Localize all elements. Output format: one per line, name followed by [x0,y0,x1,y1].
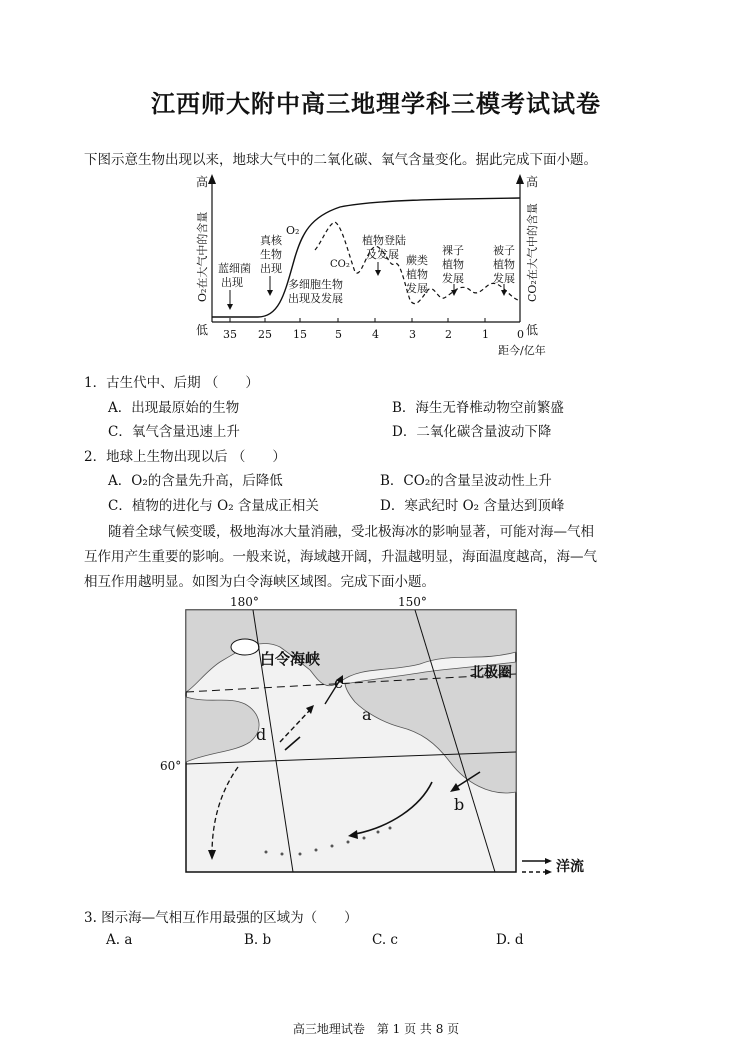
annotation-land-plants: 植物登陆 [362,234,406,247]
o2-co2-chart [190,172,570,362]
bering-strait-map [150,592,600,882]
q2-stem: 2．地球上生物出现以后 （ ） [84,449,286,465]
q1-stem: 1．古生代中、后期 （ ） [84,375,259,391]
annotation-arrow [501,290,507,296]
annotation-land-plants: 及发展 [366,248,399,261]
annotation-gymnosperms: 植物 [442,258,464,271]
x-tick-label: 1 [482,328,489,341]
legend-dashed-arrow-head [545,869,552,875]
q3-option-d[interactable]: D. d [496,932,524,948]
q3-stem: 3. 图示海—气相互作用最强的区域为（ ） [84,910,358,926]
annotation-cyanobacteria: 蓝细菌 [218,262,251,275]
annotation-arrow [375,270,381,276]
annotation-multicellular: 出现及发展 [288,292,343,305]
left-axis-title: O₂在大气中的含量 [196,211,209,302]
latitude-label-60: 60° [160,759,182,773]
q2-option-a[interactable]: A．O₂的含量先升高，后降低 [108,473,283,489]
q2-option-d[interactable]: D．寒武纪时 O₂ 含量达到顶峰 [380,498,565,514]
right-axis-title: CO₂在大气中的含量 [526,203,539,302]
annotation-ferns: 发展 [406,282,428,295]
x-axis-unit: 距今/亿年 [498,344,546,357]
x-tick-label: 5 [335,328,342,341]
x-tick-label: 15 [293,328,307,341]
left-low-label: 低 [196,323,209,337]
x-tick-label: 35 [223,328,237,341]
q1-option-b[interactable]: B．海生无脊椎动物空前繁盛 [392,400,564,416]
q3-option-a[interactable]: A. a [106,932,133,948]
annotation-eukaryote: 真核 [260,234,282,247]
annotation-ferns: 植物 [406,268,428,281]
annotation-angiosperms: 发展 [493,272,515,285]
page-footer: 高三地理试卷 第 1 页 共 8 页 [292,1022,460,1036]
annotation-gymnosperms: 裸子 [442,244,464,257]
x-tick-label: 25 [258,328,272,341]
annotation-ferns: 蕨类 [406,254,428,267]
q2-option-c[interactable]: C．植物的进化与 O₂ 含量成正相关 [108,498,319,514]
right-low-label: 低 [526,323,539,337]
longitude-label-150: 150° [398,595,427,609]
bering-strait-label: 白令海峡 [260,650,321,668]
annotation-multicellular: 多细胞生物 [288,278,343,291]
x-tick-label: 3 [409,328,416,341]
annotation-eukaryote: 出现 [260,262,282,275]
intro-text-2-line-3: 相互作用越明显。如图为白令海峡区域图。完成下面小题。 [84,574,435,590]
o2-curve-label: O₂ [286,224,300,237]
annotation-cyanobacteria: 出现 [221,276,243,289]
annotation-angiosperms: 植物 [493,258,515,271]
label-c: c [334,673,343,692]
q3-option-b[interactable]: B. b [244,932,272,948]
intro-text-2-line-1: 随着全球气候变暖，极地海冰大量消融，受北极海冰的影响显著，可能对海—气相 [108,524,594,540]
intro-text-2-line-2: 互作用产生重要的影响。一般来说，海域越开阔，升温越明显，海面温度越高，海—气 [84,549,597,565]
q1-option-d[interactable]: D．二氧化碳含量波动下降 [392,424,552,440]
annotation-angiosperms: 被子 [493,244,515,257]
x-tick-label: 4 [372,328,379,341]
label-d: d [256,725,267,744]
annotation-arrow [227,304,233,310]
x-tick-label: 2 [445,328,452,341]
longitude-label-180: 180° [230,595,259,609]
q2-option-b[interactable]: B．CO₂的含量呈波动性上升 [380,473,552,489]
lake-shape [231,639,259,655]
left-high-label: 高 [196,175,209,189]
annotation-arrow [267,290,273,296]
annotation-gymnosperms: 发展 [442,272,464,285]
co2-curve-label: CO₂ [330,259,350,270]
legend-solid-arrow-head [545,858,552,864]
q1-option-c[interactable]: C．氧气含量迅速上升 [108,424,240,440]
label-a: a [362,705,372,724]
map-legend [520,852,600,882]
x-tick-label: 0 [517,328,524,341]
right-high-label: 高 [526,175,539,189]
left-axis-arrow [208,174,216,184]
arctic-circle-label: 北极圈 [470,665,512,681]
page-title: 江西师大附中高三地理学科三模考试试卷 [151,89,601,118]
annotation-eukaryote: 生物 [260,248,282,261]
intro-text-1: 下图示意生物出现以来，地球大气中的二氧化碳、氧气含量变化。据此完成下面小题。 [84,152,597,168]
right-axis-arrow [516,174,524,184]
label-b: b [454,795,465,814]
q1-option-a[interactable]: A．出现最原始的生物 [108,400,240,416]
q3-option-c[interactable]: C. c [372,932,398,948]
legend-label: 洋流 [556,859,584,875]
